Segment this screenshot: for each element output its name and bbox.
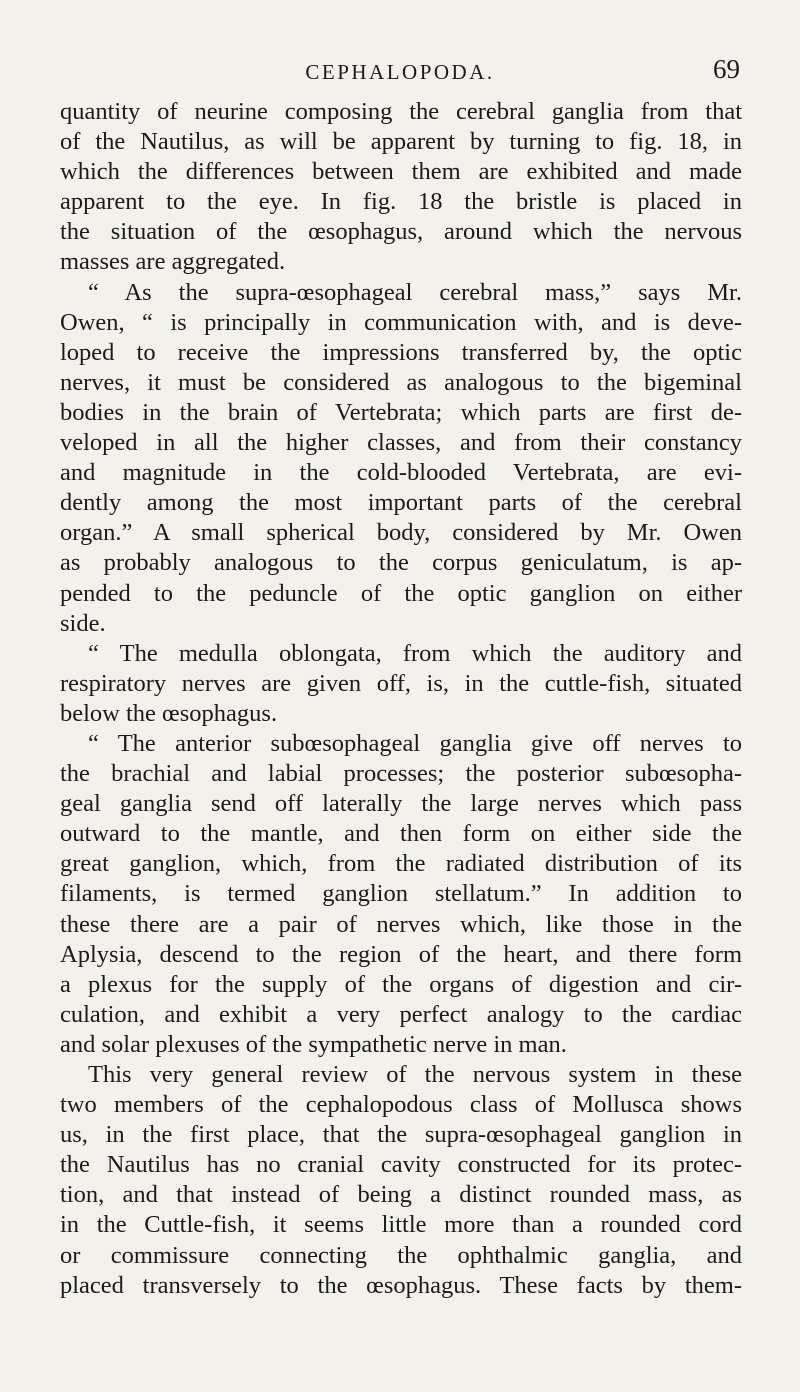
text-line: filaments, is termed ganglion stellatum.” In addition to <box>60 880 742 908</box>
text-line: which the differences between them are exhibited and made <box>60 158 742 186</box>
text-line: organ.” A small spherical body, considered by Mr. Owen <box>60 519 742 547</box>
text-line: quantity of neurine composing the cerebral ganglia from that <box>60 98 742 125</box>
text-line: the Nautilus has no cranial cavity constructed for its protec- <box>60 1151 742 1179</box>
text-line: nerves, it must be considered as analogous to the bigeminal <box>60 368 742 396</box>
body-text <box>60 97 742 1301</box>
text-line: veloped in all the higher classes, and from their constancy <box>60 429 742 457</box>
text-line: or commissure connecting the ophthalmic ganglia, and <box>60 1241 742 1269</box>
text-line: below the œsophagus. <box>60 699 278 727</box>
text-line: culation, and exhibit a very perfect analogy to the cardiac <box>60 1000 742 1028</box>
running-title: CEPHALOPODA. <box>305 60 495 84</box>
text-line: and solar plexuses of the sympathetic nerve in man. <box>60 1030 567 1058</box>
text-line: us, in the first place, that the supra-œsophageal ganglion in <box>60 1121 742 1149</box>
text-line: the brachial and labial processes; the posterior subœsopha- <box>60 760 742 788</box>
text-line: two members of the cephalopodous class of Mollusca shows <box>60 1091 742 1119</box>
text-line: tion, and that instead of being a distinct rounded mass, as <box>60 1181 742 1209</box>
text-line: Aplysia, descend to the region of the heart, and there form <box>60 940 742 968</box>
text-line: dently among the most important parts of the cerebral <box>60 489 742 517</box>
text-line: respiratory nerves are given off, is, in the cuttle-fish, situated <box>60 669 742 697</box>
text-line: as probably analogous to the corpus geniculatum, is ap- <box>60 549 742 577</box>
text-line: “ The medulla oblongata, from which the auditory and <box>88 639 742 667</box>
text-line: masses are aggregated. <box>60 248 286 276</box>
text-line: bodies in the brain of Vertebrata; which parts are first de- <box>60 398 742 426</box>
page-number: 69 <box>713 54 740 84</box>
text-line: “ The anterior subœsophageal ganglia give off nerves to <box>88 729 742 757</box>
text-line: side. <box>60 609 106 637</box>
text-line: “ As the supra-œsophageal cerebral mass,” says Mr. <box>88 278 742 306</box>
text-line: the situation of the œsophagus, around which the nervous <box>60 218 742 246</box>
text-line: apparent to the eye. In fig. 18 the bristle is placed in <box>60 188 742 216</box>
text-line: loped to receive the impressions transferred by, the optic <box>60 338 742 366</box>
text-line: in the Cuttle-fish, it seems little more than a rounded cord <box>60 1211 742 1239</box>
text-line: of the Nautilus, as will be apparent by turning to fig. 18, in <box>60 128 742 156</box>
text-line: geal ganglia send off laterally the large nerves which pass <box>60 790 742 818</box>
text-line: outward to the mantle, and then form on either side the <box>60 820 742 848</box>
text-line: and magnitude in the cold-blooded Vertebrata, are evi- <box>60 459 742 487</box>
text-line: a plexus for the supply of the organs of digestion and cir- <box>60 970 742 998</box>
text-line: placed transversely to the œsophagus. These facts by them- <box>60 1271 742 1299</box>
text-line: these there are a pair of nerves which, like those in the <box>60 910 742 938</box>
text-line: pended to the peduncle of the optic ganglion on either <box>60 579 742 607</box>
text-line: This very general review of the nervous system in these <box>88 1061 742 1088</box>
text-line: great ganglion, which, from the radiated distribution of its <box>60 850 742 878</box>
running-head <box>60 50 740 90</box>
text-line: Owen, “ is principally in communication with, and is deve- <box>60 308 742 336</box>
